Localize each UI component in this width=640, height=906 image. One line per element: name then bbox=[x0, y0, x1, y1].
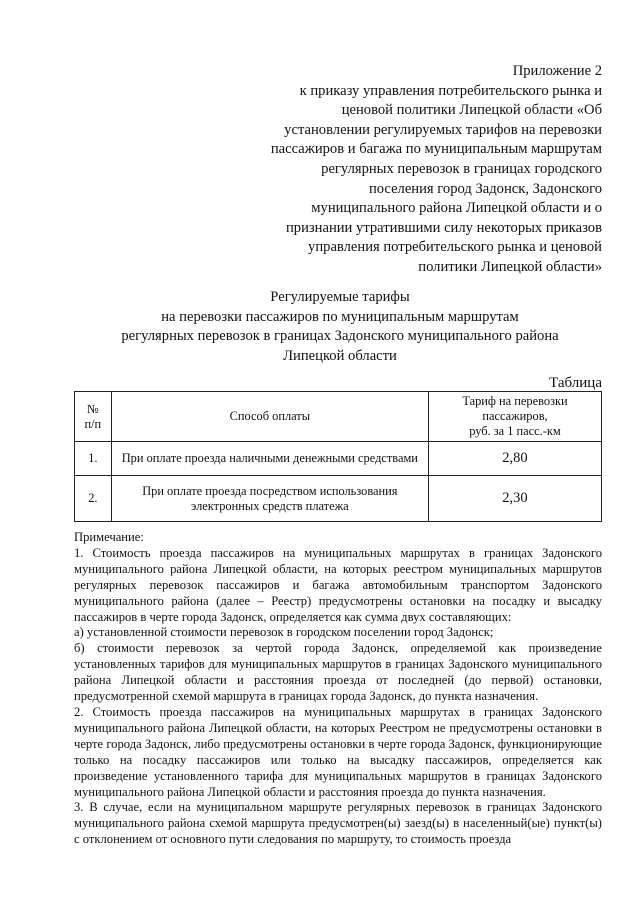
appendix-header bbox=[222, 62, 602, 278]
appendix-line: регулярных перевозок в границах городского bbox=[321, 160, 602, 177]
appendix-line: политики Липецкой области» bbox=[418, 258, 602, 275]
table-row bbox=[75, 476, 602, 522]
title-line: на перевозки пассажиров по муниципальным маршрутам bbox=[161, 308, 519, 325]
header-payment-method: Способ оплаты bbox=[111, 392, 428, 442]
document-title bbox=[60, 288, 620, 366]
row-number: 1. bbox=[75, 442, 112, 476]
appendix-line: поселения город Задонск, Задонского bbox=[368, 180, 602, 197]
table-row bbox=[75, 442, 602, 476]
appendix-line: пассажиров и багажа по муниципальным маршрутам bbox=[270, 141, 602, 158]
appendix-line: к приказу управления потребительского рынка и bbox=[299, 82, 602, 99]
row-payment-method: При оплате проезда посредством использования электронных средств платежа bbox=[111, 476, 428, 522]
table-header-row bbox=[75, 392, 602, 442]
notes-section bbox=[74, 530, 602, 848]
appendix-line: Приложение 2 bbox=[512, 63, 602, 79]
appendix-line: установлении регулируемых тарифов на перевозки bbox=[284, 121, 602, 138]
note-paragraph: 1. Стоимость проезда пассажиров на муниципальных маршрутах в границах Задонского муниципального района Липецкой области, на которых реестром муниципальных маршрутов регулярных перевозок пассажиров и багажа автомобильным транспортом Задонского муниципального района (далее – Реестр) предусмотрены остановки на посадку и высадку пассажиров в черте города Задонск, определяется как сумма двух составляющих: bbox=[74, 545, 602, 624]
note-paragraph: 3. В случае, если на муниципальном маршруте регулярных перевозок в границах Задонского муниципального района схемой маршрута предусмотрен(ы) заезд(ы) в населенный(ые) пункт(ы) с отклонением от основного пути следования по маршруту, то стоимость проезда bbox=[74, 800, 602, 847]
title-line: регулярных перевозок в границах Задонского муниципального района bbox=[121, 328, 559, 345]
title-line: Липецкой области bbox=[283, 347, 397, 364]
row-tariff-value: 2,30 bbox=[428, 476, 601, 522]
note-paragraph: а) установленной стоимости перевозок в городском поселении город Задонск; bbox=[74, 625, 494, 640]
row-number: 2. bbox=[75, 476, 112, 522]
note-paragraph: б) стоимости перевозок за чертой города Задонск, определяемой как произведение установленных тарифов для муниципальных маршрутов в границах Задонского муниципального района Липецкой области и расстояния проезда от последней (до первой) остановки, предусмотренной схемой маршрута в границах города Задонск, до пункта назначения. bbox=[74, 641, 602, 704]
appendix-line: муниципального района Липецкой области и о bbox=[311, 200, 602, 217]
row-payment-method: При оплате проезда наличными денежными средствами bbox=[111, 442, 428, 476]
header-number: № п/п bbox=[75, 392, 112, 442]
appendix-line: признании утратившими силу некоторых приказов bbox=[285, 219, 602, 236]
appendix-line: управления потребительского рынка и ценовой bbox=[308, 239, 602, 256]
appendix-line: ценовой политики Липецкой области «Об bbox=[341, 102, 602, 119]
table-label: Таблица bbox=[549, 375, 602, 391]
notes-heading: Примечание: bbox=[74, 530, 144, 544]
header-tariff: Тариф на перевозки пассажиров, руб. за 1 пасс.-км bbox=[428, 392, 601, 442]
title-line: Регулируемые тарифы bbox=[270, 289, 410, 305]
tariff-table bbox=[74, 391, 602, 522]
row-tariff-value: 2,80 bbox=[428, 442, 601, 476]
note-paragraph: 2. Стоимость проезда пассажиров на муниципальных маршрутах в границах Задонского муниципального района Липецкой области, на которых Реестром не предусмотрены остановки в черте города Задонск, либо предусмотрены остановки в черте города Задонск, функционирующие только на посадку пассажиров или только на высадку пассажиров, определяется как произведение установленного тарифа для муниципальных маршрутов в границах Задонского муниципального района Липецкой области и расстояния проезда до пункта назначения. bbox=[74, 704, 602, 799]
